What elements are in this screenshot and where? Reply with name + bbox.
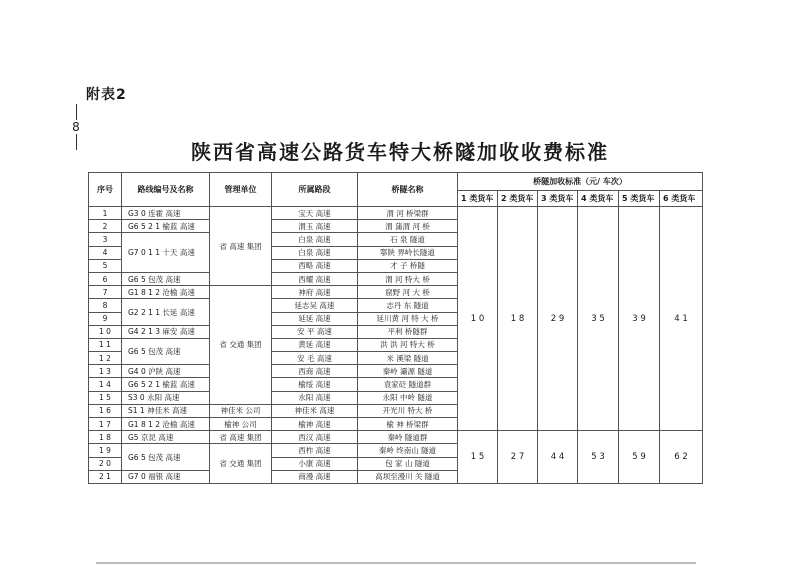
- cell-route: G4 0 沪陕 高速: [122, 365, 210, 378]
- header-bridge: 桥隧名称: [358, 173, 458, 207]
- cell-seq: 4: [89, 246, 122, 259]
- cell-manager: 神佳米 公司: [210, 404, 272, 417]
- cell-route: G1 8 1 2 沧榆 高速: [122, 418, 210, 431]
- cell-manager: 省 交通 集团: [210, 286, 272, 405]
- cell-section: 西柞 高速: [272, 444, 358, 457]
- cell-section: 榆绥 高速: [272, 378, 358, 391]
- cell-section: 永阳 高速: [272, 391, 358, 404]
- cell-route: G7 0 1 1 十天 高速: [122, 233, 210, 273]
- cell-seq: 2 1: [89, 470, 122, 483]
- cell-bridge: 鄠陕 界岭长隧道: [358, 246, 458, 259]
- cell-seq: 1 4: [89, 378, 122, 391]
- cell-bridge: 永阳 中岭 隧道: [358, 391, 458, 404]
- header-fee-group: 桥隧加收标准（元/ 车次）: [458, 173, 703, 191]
- cell-section: 小康 高速: [272, 457, 358, 470]
- cell-fee-class-6: 6 2: [660, 431, 703, 484]
- cell-seq: 8: [89, 299, 122, 312]
- header-manager: 管理单位: [210, 173, 272, 207]
- cell-manager: 省 交通 集团: [210, 444, 272, 484]
- cell-section: 渭玉 高速: [272, 220, 358, 233]
- cell-bridge: 石 泉 隧道: [358, 233, 458, 246]
- cell-route: G1 8 1 2 沧榆 高速: [122, 286, 210, 299]
- cell-section: 安 毛 高速: [272, 352, 358, 365]
- cell-bridge: 秦岭 灞源 隧道: [358, 365, 458, 378]
- cell-section: 宝天 高速: [272, 207, 358, 220]
- cell-fee-class-2: 1 8: [498, 207, 538, 431]
- header-class-1: 1 类货车: [458, 191, 498, 207]
- cell-bridge: 米 溪梁 隧道: [358, 352, 458, 365]
- cell-seq: 1 1: [89, 338, 122, 351]
- cell-route: G6 5 2 1 榆蓝 高速: [122, 220, 210, 233]
- cell-section: 延延 高速: [272, 312, 358, 325]
- cell-section: 西耀 高速: [272, 272, 358, 285]
- cell-seq: 2: [89, 220, 122, 233]
- fee-table: [88, 172, 703, 484]
- cell-fee-class-5: 5 9: [619, 431, 660, 484]
- document-title: 陕西省高速公路货车特大桥隧加收收费标准: [191, 140, 609, 164]
- cell-bridge: 窟野 河 大 桥: [358, 286, 458, 299]
- header-class-3: 3 类货车: [538, 191, 578, 207]
- cell-bridge: 志丹 东 隧道: [358, 299, 458, 312]
- cell-seq: 1 9: [89, 444, 122, 457]
- cell-section: 黄延 高速: [272, 338, 358, 351]
- scan-edge-line: [96, 562, 696, 564]
- appendix-label: 附表2: [86, 87, 127, 103]
- cell-section: 商漫 高速: [272, 470, 358, 483]
- header-class-5: 5 类货车: [619, 191, 660, 207]
- cell-route: G7 0 福银 高速: [122, 470, 210, 483]
- cell-manager: 省 高速 集团: [210, 207, 272, 286]
- cell-fee-class-1: 1 0: [458, 207, 498, 431]
- cell-fee-class-3: 4 4: [538, 431, 578, 484]
- cell-seq: 1 7: [89, 418, 122, 431]
- cell-seq: 5: [89, 259, 122, 272]
- cell-section: 安 平 高速: [272, 325, 358, 338]
- cell-seq: 1 5: [89, 391, 122, 404]
- cell-section: 西略 高速: [272, 259, 358, 272]
- cell-route: G2 2 1 1 长延 高速: [122, 299, 210, 325]
- cell-section: 神佳米 高速: [272, 404, 358, 417]
- cell-seq: 1 8: [89, 431, 122, 444]
- cell-section: 延志吴 高速: [272, 299, 358, 312]
- cell-route: G6 5 包茂 高速: [122, 338, 210, 364]
- cell-fee-class-6: 4 1: [660, 207, 703, 431]
- cell-bridge: 高坝至漫川 关 隧道: [358, 470, 458, 483]
- cell-bridge: 榆 神 桥梁群: [358, 418, 458, 431]
- page-number-bar-top: [76, 104, 77, 120]
- cell-bridge: 包 家 山 隧道: [358, 457, 458, 470]
- cell-seq: 3: [89, 233, 122, 246]
- cell-route: G4 2 1 3 麻安 高速: [122, 325, 210, 338]
- cell-bridge: 洪 洪 河 特大 桥: [358, 338, 458, 351]
- cell-fee-class-1: 1 5: [458, 431, 498, 484]
- cell-route: G3 0 连霍 高速: [122, 207, 210, 220]
- header-route: 路线编号及名称: [122, 173, 210, 207]
- cell-manager: 省 高速 集团: [210, 431, 272, 444]
- cell-section: 神府 高速: [272, 286, 358, 299]
- cell-seq: 6: [89, 272, 122, 285]
- cell-section: 榆神 高速: [272, 418, 358, 431]
- cell-manager: 榆神 公司: [210, 418, 272, 431]
- cell-seq: 1 2: [89, 352, 122, 365]
- cell-route: S3 0 永阳 高速: [122, 391, 210, 404]
- cell-fee-class-5: 3 9: [619, 207, 660, 431]
- header-section: 所属路段: [272, 173, 358, 207]
- header-class-2: 2 类货车: [498, 191, 538, 207]
- cell-seq: 7: [89, 286, 122, 299]
- cell-bridge: 袁家砭 隧道群: [358, 378, 458, 391]
- cell-section: 白泉 高速: [272, 233, 358, 246]
- cell-route: G6 5 2 1 榆蓝 高速: [122, 378, 210, 391]
- cell-bridge: 秦岭 终南山 隧道: [358, 444, 458, 457]
- cell-route: S1 1 神佳米 高速: [122, 404, 210, 417]
- cell-fee-class-2: 2 7: [498, 431, 538, 484]
- cell-seq: 9: [89, 312, 122, 325]
- cell-bridge: 平利 桥隧群: [358, 325, 458, 338]
- page-number-text: 8: [72, 120, 80, 134]
- cell-fee-class-4: 3 5: [578, 207, 619, 431]
- cell-bridge: 渭 河 特大 桥: [358, 272, 458, 285]
- cell-bridge: 秦岭 隧道群: [358, 431, 458, 444]
- cell-section: 西商 高速: [272, 365, 358, 378]
- cell-fee-class-4: 5 3: [578, 431, 619, 484]
- cell-fee-class-3: 2 9: [538, 207, 578, 431]
- header-class-6: 6 类货车: [660, 191, 703, 207]
- cell-seq: 1 3: [89, 365, 122, 378]
- cell-bridge: 延川黄 河 特 大 桥: [358, 312, 458, 325]
- cell-bridge: 才 子 桥隧: [358, 259, 458, 272]
- cell-seq: 1: [89, 207, 122, 220]
- cell-section: 白泉 高速: [272, 246, 358, 259]
- cell-route: G5 京昆 高速: [122, 431, 210, 444]
- header-seq: 序号: [89, 173, 122, 207]
- cell-bridge: 渭 蒲渭 河 桥: [358, 220, 458, 233]
- cell-route: G6 5 包茂 高速: [122, 444, 210, 470]
- cell-seq: 1 0: [89, 325, 122, 338]
- table-row: [89, 207, 703, 220]
- cell-seq: 2 0: [89, 457, 122, 470]
- cell-route: G6 5 包茂 高速: [122, 272, 210, 285]
- header-class-4: 4 类货车: [578, 191, 619, 207]
- cell-section: 西汉 高速: [272, 431, 358, 444]
- table-row: [89, 431, 703, 444]
- cell-seq: 1 6: [89, 404, 122, 417]
- cell-bridge: 开光川 特大 桥: [358, 404, 458, 417]
- cell-bridge: 渭 河 桥梁群: [358, 207, 458, 220]
